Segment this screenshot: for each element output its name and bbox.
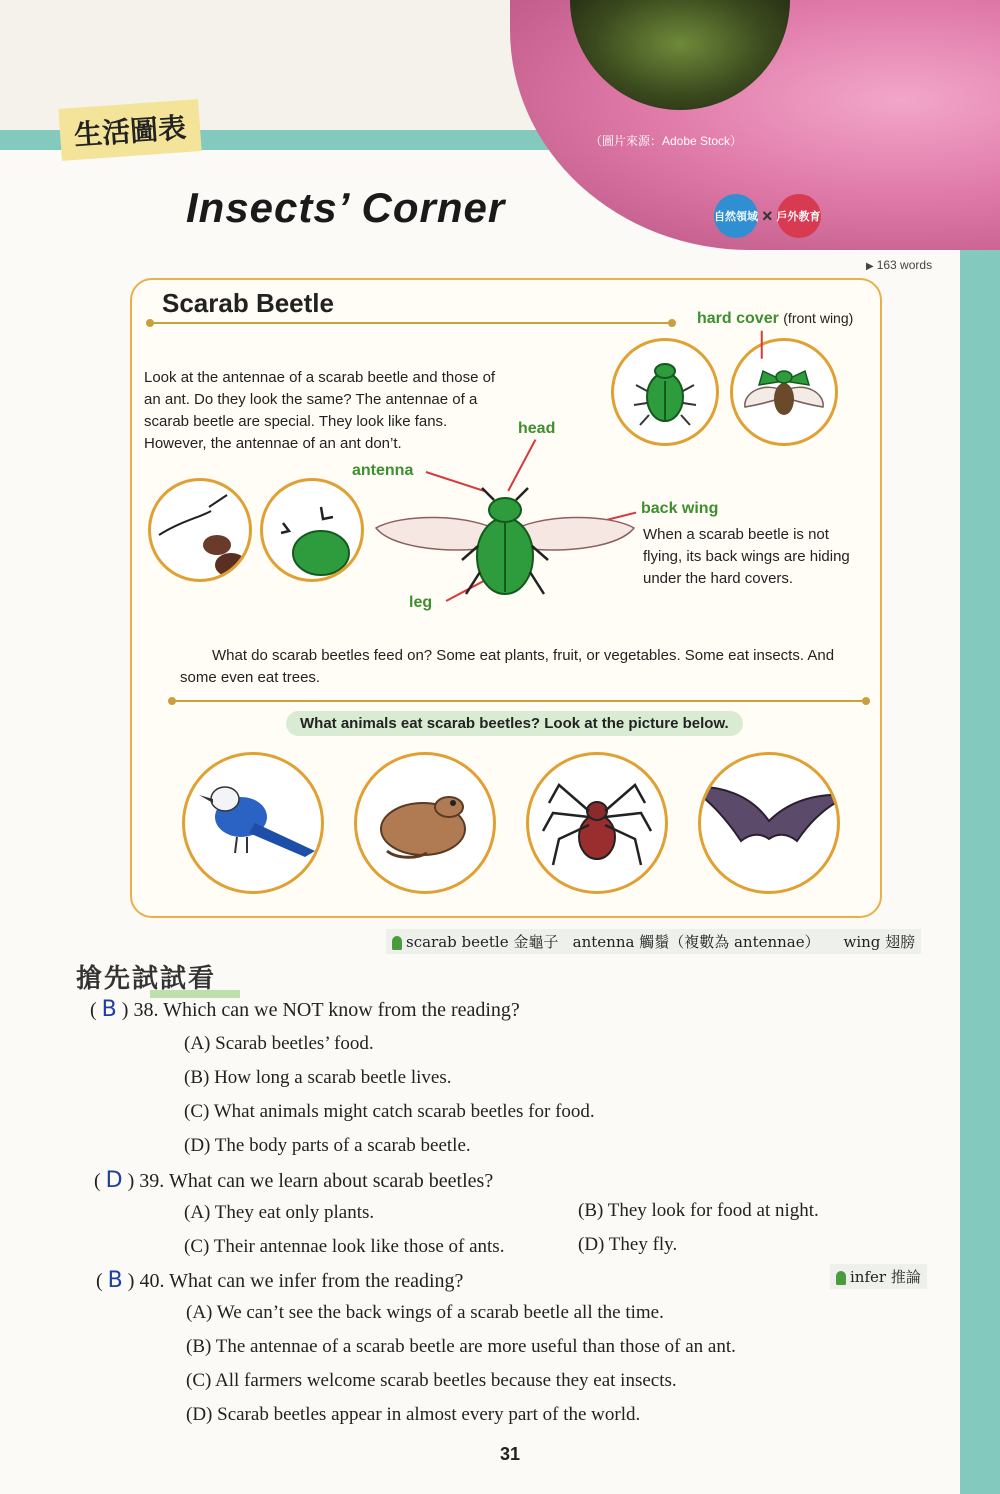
vocab-box: scarab beetle 金龜子 antenna 觸鬚（複數為 antennae） wing 翅膀 <box>386 929 921 954</box>
option-40c: (C) All farmers welcome scarab beetles because they eat insects. <box>186 1370 677 1391</box>
title-rule <box>150 322 670 324</box>
category-tag: 生活圖表 <box>58 99 201 161</box>
option-40d: (D) Scarab beetles appear in almost every part of the world. <box>186 1404 641 1425</box>
option-40a: (A) We can’t see the back wings of a scarab beetle all the time. <box>186 1302 664 1323</box>
option-39d: (D) They fly. <box>578 1234 678 1255</box>
photo-credit: （圖片來源：Adobe Stock） <box>590 134 743 148</box>
option-39b: (B) They look for food at night. <box>578 1200 819 1221</box>
answer-40[interactable]: B <box>107 1268 123 1293</box>
section-title: Scarab Beetle <box>162 288 334 318</box>
rule-dot <box>168 697 176 705</box>
page-title: Insects’ Corner <box>186 184 506 231</box>
spider-icon <box>526 752 668 894</box>
beetle-antenna-icon <box>260 478 364 582</box>
sprout-icon <box>392 936 402 950</box>
label-hard-cover: hard cover (front wing) <box>697 310 854 327</box>
beetle-top-icon <box>611 338 719 446</box>
ant-antenna-icon <box>148 478 252 582</box>
divider-rule <box>172 700 866 702</box>
question-40: ( B ) 40. What can we infer from the reading? <box>96 1268 464 1293</box>
beetle-photo <box>570 0 790 110</box>
option-38c: (C) What animals might catch scarab beetles for food. <box>184 1101 595 1122</box>
subject-badges <box>714 194 821 238</box>
option-38b: (B) How long a scarab beetle lives. <box>184 1067 452 1088</box>
nature-badge: 自然領域 <box>714 194 758 238</box>
label-head: head <box>518 420 556 437</box>
feed-text: What do scarab beetles feed on? Some eat plants, fruit, or vegetables. Some eat insects. And some even eat trees. <box>180 647 835 686</box>
rule-dot <box>668 319 676 327</box>
option-40b: (B) The antennae of a scarab beetle are more useful than those of an ant. <box>186 1336 736 1357</box>
option-39a: (A) They eat only plants. <box>184 1202 375 1223</box>
option-38d: (D) The body parts of a scarab beetle. <box>184 1135 471 1156</box>
hard-cover-arrow <box>761 331 763 359</box>
blue-jay-icon <box>182 752 324 894</box>
label-antenna: antenna <box>352 462 414 479</box>
cross-icon: × <box>762 205 773 226</box>
word-count: ▶ 163 words <box>866 258 933 272</box>
answer-38[interactable]: B <box>101 997 117 1022</box>
bat-icon <box>698 752 840 894</box>
question-39: ( D ) 39. What can we learn about scarab beetles? <box>94 1168 494 1193</box>
label-leg: leg <box>409 594 433 611</box>
intro-text: Look at the antennae of a scarab beetle and those of an ant. Do they look the same? The antennae of a scarab beetle are special. They look like fans. However, the antennae of an ant don’t. <box>144 369 496 452</box>
quiz-title: 搶先試試看 <box>76 964 217 994</box>
rule-dot <box>862 697 870 705</box>
rule-dot <box>146 319 154 327</box>
beetle-diagram <box>370 484 640 614</box>
back-wing-text: When a scarab beetle is not flying, its back wings are hiding under the hard covers. <box>643 526 850 587</box>
option-38a: (A) Scarab beetles’ food. <box>184 1033 374 1054</box>
frog-icon <box>354 752 496 894</box>
page-number: 31 <box>500 1444 521 1464</box>
label-back-wing: back wing <box>641 500 719 517</box>
outdoor-badge: 戶外教育 <box>777 194 821 238</box>
sprout-icon <box>836 1271 846 1285</box>
answer-39[interactable]: D <box>105 1168 123 1193</box>
beetle-open-wing-icon <box>730 338 838 446</box>
option-39c: (C) Their antennae look like those of ants. <box>184 1236 505 1257</box>
predator-prompt: What animals eat scarab beetles? Look at the picture below. <box>286 711 743 736</box>
infer-note: infer 推論 <box>830 1264 927 1289</box>
question-38: ( B ) 38. Which can we NOT know from the reading? <box>90 997 520 1022</box>
